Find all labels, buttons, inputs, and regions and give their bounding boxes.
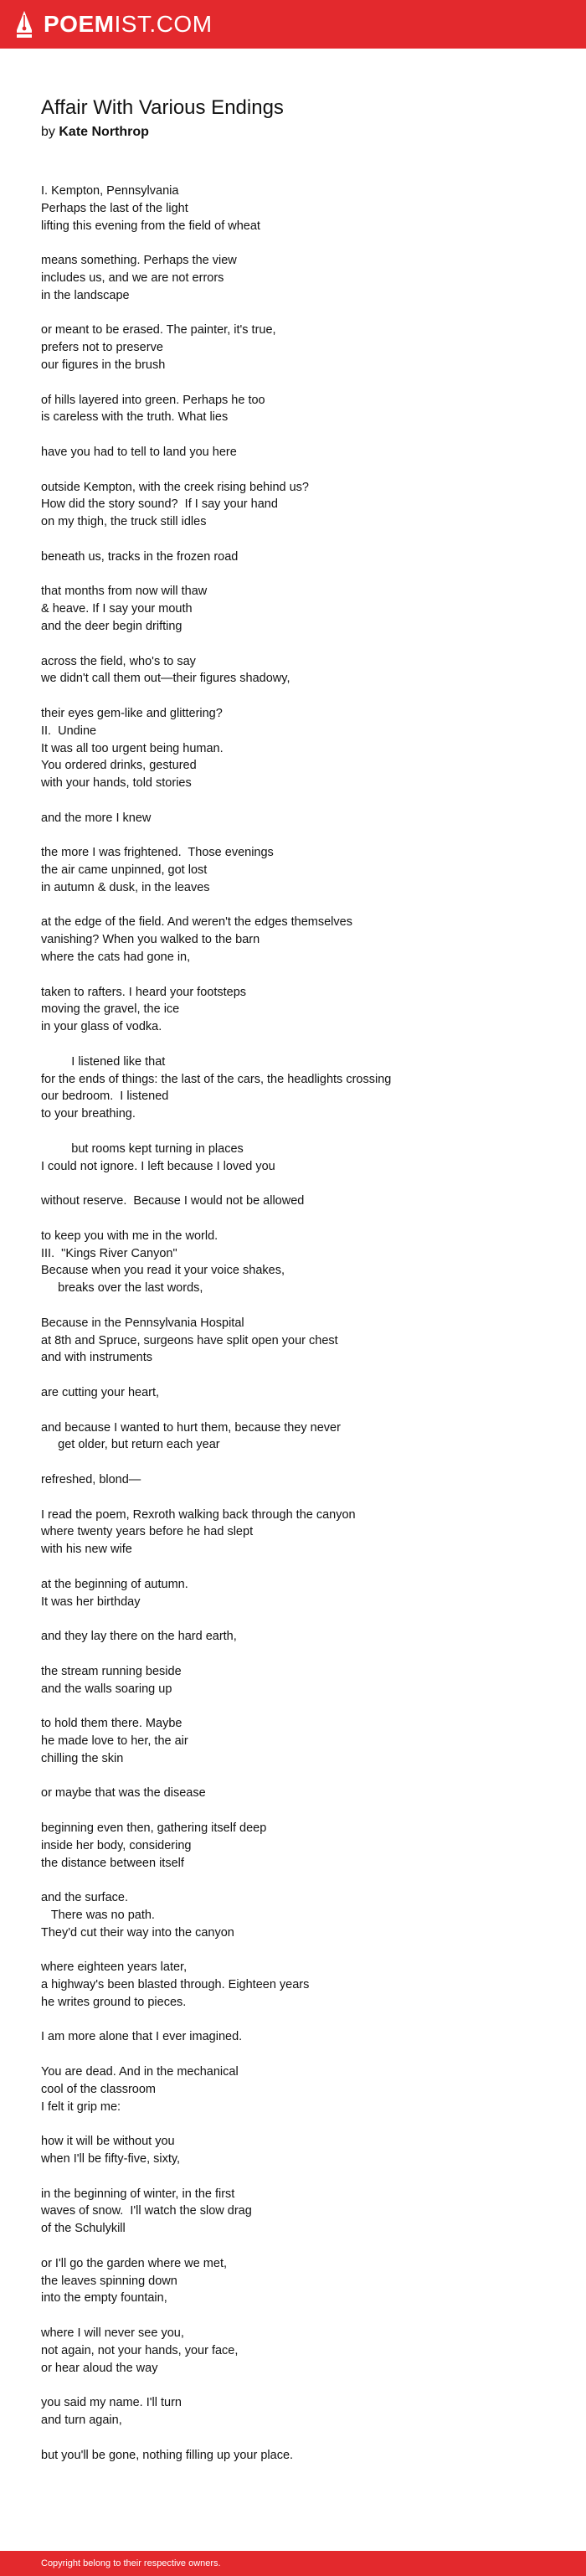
- poem-line: have you had to tell to land you here: [41, 445, 237, 459]
- poem-line: I could not ignore. I left because I loved you: [41, 1159, 275, 1173]
- poem-line: that months from now will thaw: [41, 585, 208, 599]
- poem-stanza: [41, 1054, 560, 1123]
- poem-line: Because when you read it your voice shakes,: [41, 1264, 285, 1278]
- poem-stanza: [41, 252, 560, 304]
- brand-light: IST.COM: [114, 11, 213, 37]
- poem-stanza: [41, 1715, 560, 1767]
- poem-line: their eyes gem-like and glittering?: [41, 706, 223, 720]
- poem-line: beneath us, tracks in the frozen road: [41, 549, 239, 564]
- poem-line: with your hands, told stories: [41, 776, 192, 791]
- poem-line: There was no path.: [41, 1908, 155, 1922]
- poem-line: and turn again,: [41, 2414, 122, 2427]
- poem-stanza: [41, 1141, 560, 1176]
- poem-line: and the surface.: [41, 1891, 128, 1905]
- poem-line: They'd cut their way into the canyon: [41, 1925, 234, 1940]
- poem-body: [41, 183, 560, 2481]
- poem-line: is careless with the truth. What lies: [41, 410, 229, 425]
- poem-line: to your breathing.: [41, 1107, 136, 1121]
- poem-stanza: [41, 1193, 560, 1210]
- poem-line: not again, not your hands, your face,: [41, 2343, 239, 2357]
- poem-stanza: [41, 1228, 560, 1297]
- poem-line: vanishing? When you walked to the barn: [41, 933, 260, 947]
- poem-line: the leaves spinning down: [41, 2274, 177, 2288]
- poem-line: our bedroom. I listened: [41, 1090, 169, 1104]
- poem-line: How did the story sound? If I say your hand: [41, 497, 278, 512]
- poem-line: the more I was frightened. Those evenings: [41, 846, 274, 860]
- poem-line: beginning even then, gathering itself deep: [41, 1821, 267, 1835]
- poem-stanza: [41, 2325, 560, 2377]
- poem-line: or meant to be erased. The painter, it's true,: [41, 323, 276, 337]
- poem-line: but you'll be gone, nothing filling up your place.: [41, 2448, 294, 2462]
- poem-line: or I'll go the garden where we met,: [41, 2256, 227, 2270]
- poem-line: at the beginning of autumn.: [41, 1577, 188, 1591]
- poem-stanza: [41, 1315, 560, 1367]
- poem-line: prefers not to preserve: [41, 341, 163, 355]
- poem-stanza: [41, 392, 560, 427]
- poem-line: we didn't call them out—their figures shadowy,: [41, 672, 290, 686]
- poem-stanza: [41, 2028, 560, 2046]
- poem-line: where I will never see you,: [41, 2326, 184, 2341]
- poem-line: without reserve. Because I would not be allowed: [41, 1194, 305, 1208]
- poem-line: I listened like that: [41, 1054, 166, 1069]
- poem-stanza: [41, 1471, 560, 1489]
- poem-line: on my thigh, the truck still idles: [41, 515, 207, 529]
- poem-line: where the cats had gone in,: [41, 951, 191, 965]
- poem-stanza: [41, 549, 560, 566]
- poem-stanza: [41, 2447, 560, 2465]
- poem-line: and with instruments: [41, 1351, 152, 1365]
- poem-line: you said my name. I'll turn: [41, 2396, 182, 2410]
- poem-line: he writes ground to pieces.: [41, 1995, 187, 2009]
- poem-line: at the edge of the field. And weren't the edges themselves: [41, 915, 352, 930]
- poem-line: the distance between itself: [41, 1856, 184, 1870]
- poem-stanza: [41, 1384, 560, 1402]
- poem-stanza: [41, 183, 560, 234]
- site-logo[interactable]: [15, 10, 213, 39]
- poem-line: to keep you with me in the world.: [41, 1229, 218, 1243]
- poem-line: the stream running beside: [41, 1664, 182, 1678]
- poem-stanza: [41, 1419, 560, 1455]
- poem-line: moving the gravel, the ice: [41, 1002, 180, 1017]
- poem-stanza: [41, 1889, 560, 1941]
- poem-line: lifting this evening from the field of wheat: [41, 219, 260, 233]
- poem-stanza: [41, 844, 560, 896]
- brand-bold: POEM: [44, 11, 115, 37]
- poem-line: where eighteen years later,: [41, 1960, 188, 1975]
- poem-stanza: [41, 1820, 560, 1872]
- poem-line: or maybe that was the disease: [41, 1786, 206, 1801]
- poem-line: Because in the Pennsylvania Hospital: [41, 1316, 244, 1330]
- poem-stanza: [41, 1628, 560, 1646]
- poem-stanza: [41, 810, 560, 827]
- poem-line: I. Kempton, Pennsylvania: [41, 184, 179, 198]
- poem-line: and the walls soaring up: [41, 1682, 172, 1696]
- poem-line: III. "Kings River Canyon": [41, 1246, 177, 1260]
- poem-stanza: [41, 1663, 560, 1698]
- poem-line: but rooms kept turning in places: [41, 1141, 244, 1156]
- poem-line: a highway's been blasted through. Eighteen years: [41, 1978, 310, 1992]
- poem-line: how it will be without you: [41, 2135, 175, 2149]
- poem-line: in your glass of vodka.: [41, 1020, 162, 1034]
- poem-line: outside Kempton, with the creek rising behind us?: [41, 480, 309, 494]
- poem-line: Perhaps the last of the light: [41, 201, 188, 215]
- poem-stanza: [41, 914, 560, 966]
- poem-line: chilling the skin: [41, 1751, 124, 1765]
- poem-line: at 8th and Spruce, surgeons have split open your chest: [41, 1333, 338, 1347]
- poem-line: & heave. If I say your mouth: [41, 602, 193, 616]
- poem-line: includes us, and we are not errors: [41, 270, 224, 285]
- poem-line: when I'll be fifty-five, sixty,: [41, 2152, 181, 2166]
- poem-line: across the field, who's to say: [41, 654, 196, 668]
- poem-line: of hills layered into green. Perhaps he too: [41, 393, 265, 407]
- poem-line: or hear aloud the way: [41, 2361, 158, 2375]
- poem-line: waves of snow. I'll watch the slow drag: [41, 2204, 252, 2218]
- brand-name: [44, 10, 213, 39]
- poem-line: he made love to her, the air: [41, 1734, 188, 1748]
- poem-line: breaks over the last words,: [41, 1281, 203, 1296]
- poem-line: our figures in the brush: [41, 358, 166, 372]
- author-name[interactable]: Kate Northrop: [59, 125, 149, 139]
- poem-line: to hold them there. Maybe: [41, 1717, 182, 1731]
- poem-stanza: [41, 322, 560, 374]
- poem-line: means something. Perhaps the view: [41, 254, 237, 268]
- poem-line: You are dead. And in the mechanical: [41, 2065, 239, 2079]
- poem-line: It was all too urgent being human.: [41, 741, 224, 755]
- poem-line: and the more I knew: [41, 811, 152, 825]
- site-footer: [0, 2551, 586, 2576]
- poem-line: with his new wife: [41, 1543, 132, 1557]
- poem-stanza: [41, 2133, 560, 2168]
- poem-line: refreshed, blond—: [41, 1472, 141, 1486]
- poem-line: I felt it grip me:: [41, 2099, 121, 2114]
- poem-stanza: [41, 2255, 560, 2307]
- poem-line: in the landscape: [41, 288, 130, 302]
- poem-stanza: [41, 1507, 560, 1558]
- poem-line: I read the poem, Rexroth walking back through the canyon: [41, 1507, 356, 1522]
- poem-title: Affair With Various Endings: [41, 96, 284, 119]
- poem-line: are cutting your heart,: [41, 1385, 160, 1399]
- poem-stanza: [41, 1576, 560, 1611]
- site-header: [0, 0, 586, 49]
- poem-line: and the deer begin drifting: [41, 619, 182, 633]
- poem-stanza: [41, 984, 560, 1036]
- poem-line: taken to rafters. I heard your footsteps: [41, 985, 247, 999]
- poem-line: You ordered drinks, gestured: [41, 759, 197, 773]
- poem-stanza: [41, 1959, 560, 2011]
- poem-stanza: [41, 583, 560, 635]
- poem-line: into the empty fountain,: [41, 2291, 167, 2306]
- poem-line: in autumn & dusk, in the leaves: [41, 880, 210, 894]
- poem-line: It was her birthday: [41, 1595, 141, 1609]
- poem-line: and they lay there on the hard earth,: [41, 1630, 237, 1644]
- poem-line: in the beginning of winter, in the first: [41, 2187, 235, 2201]
- poem-line: of the Schulykill: [41, 2222, 126, 2236]
- copyright-text: Copyright belong to their respective owners.: [41, 2558, 221, 2568]
- poem-line: and because I wanted to hurt them, because they never: [41, 1420, 341, 1435]
- poem-line: for the ends of things: the last of the cars, the headlights crossing: [41, 1072, 392, 1086]
- poem-line: I am more alone that I ever imagined.: [41, 2030, 243, 2044]
- poem-line: the air came unpinned, got lost: [41, 863, 208, 878]
- poem-line: where twenty years before he had slept: [41, 1525, 254, 1539]
- poem-line: get older, but return each year: [41, 1438, 220, 1452]
- by-label: by: [41, 125, 55, 139]
- poem-line: cool of the classroom: [41, 2082, 157, 2096]
- poem-stanza: [41, 444, 560, 461]
- pen-nib-icon: [15, 10, 33, 39]
- poem-stanza: [41, 2394, 560, 2429]
- poem-line: inside her body, considering: [41, 1838, 192, 1852]
- poem-stanza: [41, 2063, 560, 2115]
- poem-stanza: [41, 2186, 560, 2238]
- poem-stanza: [41, 705, 560, 792]
- poem-stanza: [41, 479, 560, 531]
- poem-stanza: [41, 1785, 560, 1802]
- byline: [41, 124, 149, 141]
- poem-line: II. Undine: [41, 724, 97, 738]
- poem-stanza: [41, 653, 560, 688]
